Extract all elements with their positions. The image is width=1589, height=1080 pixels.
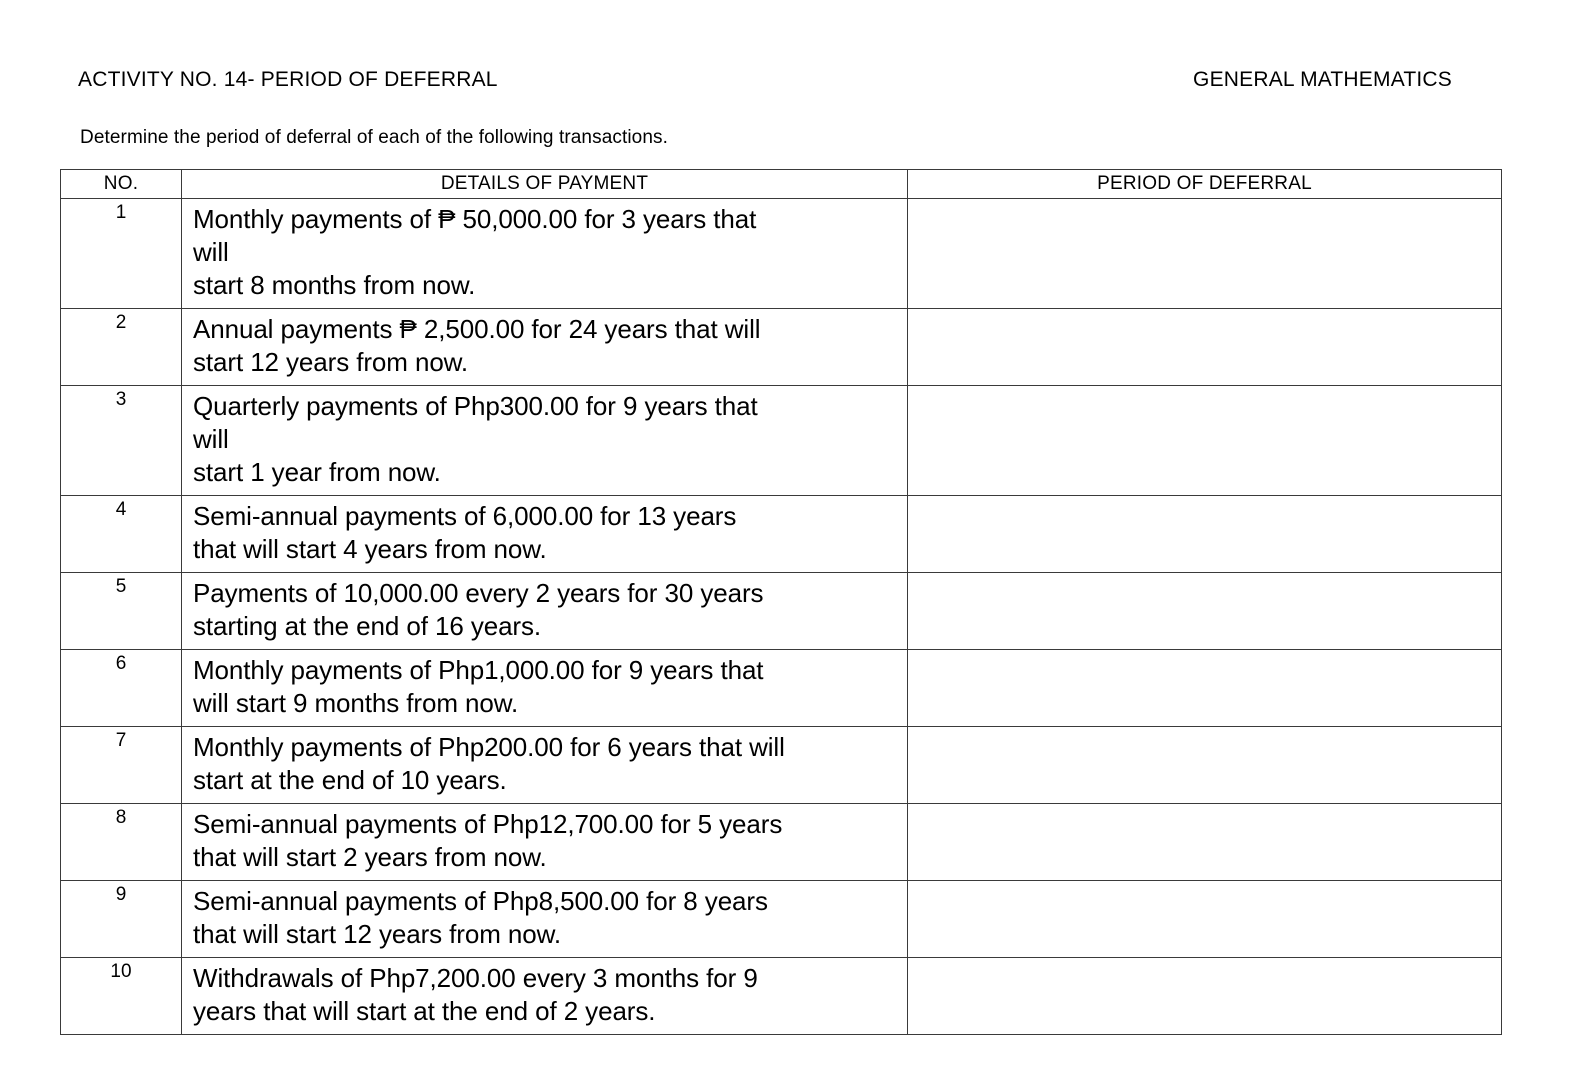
details-line: Annual payments ₱ 2,500.00 for 24 years that will: [193, 314, 761, 344]
period-of-deferral-answer-cell[interactable]: [908, 386, 1502, 496]
details-line: start 12 years from now.: [193, 347, 469, 377]
details-of-payment-cell: [182, 881, 908, 958]
details-line: Monthly payments of Php200.00 for 6 years that will: [193, 732, 785, 762]
details-line: will: [193, 424, 229, 454]
row-number-cell: 7: [61, 727, 182, 804]
table-row: [61, 199, 1502, 309]
details-line: Withdrawals of Php7,200.00 every 3 months for 9: [193, 963, 758, 993]
details-line: Semi-annual payments of Php8,500.00 for 8 years: [193, 886, 768, 916]
row-number-cell: 10: [61, 958, 182, 1035]
row-number-cell: 2: [61, 309, 182, 386]
subject-title: GENERAL MATHEMATICS: [1193, 68, 1452, 91]
details-of-payment-cell: [182, 958, 908, 1035]
column-header-period: PERIOD OF DEFERRAL: [908, 170, 1502, 199]
details-line: start 1 year from now.: [193, 457, 441, 487]
table-row: [61, 958, 1502, 1035]
details-of-payment-cell: [182, 496, 908, 573]
details-of-payment-cell: [182, 573, 908, 650]
activity-title: ACTIVITY NO. 14- PERIOD OF DEFERRAL: [78, 68, 498, 91]
details-of-payment-cell: [182, 199, 908, 309]
row-number-cell: 4: [61, 496, 182, 573]
table-row: [61, 573, 1502, 650]
instruction-text: Determine the period of deferral of each of the following transactions.: [80, 127, 668, 148]
details-line: start 8 months from now.: [193, 270, 476, 300]
table-row: [61, 496, 1502, 573]
details-line: that will start 2 years from now.: [193, 842, 547, 872]
details-line: years that will start at the end of 2 years.: [193, 996, 656, 1026]
period-of-deferral-answer-cell[interactable]: [908, 573, 1502, 650]
period-of-deferral-answer-cell[interactable]: [908, 650, 1502, 727]
details-of-payment-cell: [182, 309, 908, 386]
column-header-details: DETAILS OF PAYMENT: [182, 170, 908, 199]
details-line: start at the end of 10 years.: [193, 765, 507, 795]
table-row: [61, 881, 1502, 958]
row-number-cell: 6: [61, 650, 182, 727]
row-number-cell: 1: [61, 199, 182, 309]
details-line: Quarterly payments of Php300.00 for 9 years that: [193, 391, 758, 421]
details-line: Semi-annual payments of Php12,700.00 for 5 years: [193, 809, 783, 839]
details-of-payment-cell: [182, 804, 908, 881]
period-of-deferral-answer-cell[interactable]: [908, 309, 1502, 386]
table-row: [61, 386, 1502, 496]
table-row: [61, 727, 1502, 804]
details-line: will: [193, 237, 229, 267]
table-row: [61, 309, 1502, 386]
row-number-cell: 5: [61, 573, 182, 650]
column-header-no: NO.: [61, 170, 182, 199]
details-line: Monthly payments of Php1,000.00 for 9 years that: [193, 655, 764, 685]
period-of-deferral-answer-cell[interactable]: [908, 958, 1502, 1035]
period-of-deferral-answer-cell[interactable]: [908, 199, 1502, 309]
row-number-cell: 9: [61, 881, 182, 958]
details-line: that will start 4 years from now.: [193, 534, 547, 564]
details-of-payment-cell: [182, 727, 908, 804]
table-header: [61, 170, 1502, 199]
period-of-deferral-answer-cell[interactable]: [908, 804, 1502, 881]
details-of-payment-cell: [182, 386, 908, 496]
table-row: [61, 804, 1502, 881]
row-number-cell: 3: [61, 386, 182, 496]
period-of-deferral-answer-cell[interactable]: [908, 727, 1502, 804]
period-of-deferral-answer-cell[interactable]: [908, 496, 1502, 573]
details-line: starting at the end of 16 years.: [193, 611, 542, 641]
details-line: Payments of 10,000.00 every 2 years for 30 years: [193, 578, 764, 608]
table-body: [61, 199, 1502, 1035]
table-header-row: [61, 170, 1502, 199]
row-number-cell: 8: [61, 804, 182, 881]
details-line: that will start 12 years from now.: [193, 919, 561, 949]
document-header: [78, 68, 1458, 92]
period-of-deferral-table: [60, 169, 1502, 1035]
details-line: will start 9 months from now.: [193, 688, 519, 718]
period-of-deferral-answer-cell[interactable]: [908, 881, 1502, 958]
details-line: Semi-annual payments of 6,000.00 for 13 years: [193, 501, 737, 531]
details-of-payment-cell: [182, 650, 908, 727]
table-row: [61, 650, 1502, 727]
details-line: Monthly payments of ₱ 50,000.00 for 3 years that: [193, 204, 757, 234]
